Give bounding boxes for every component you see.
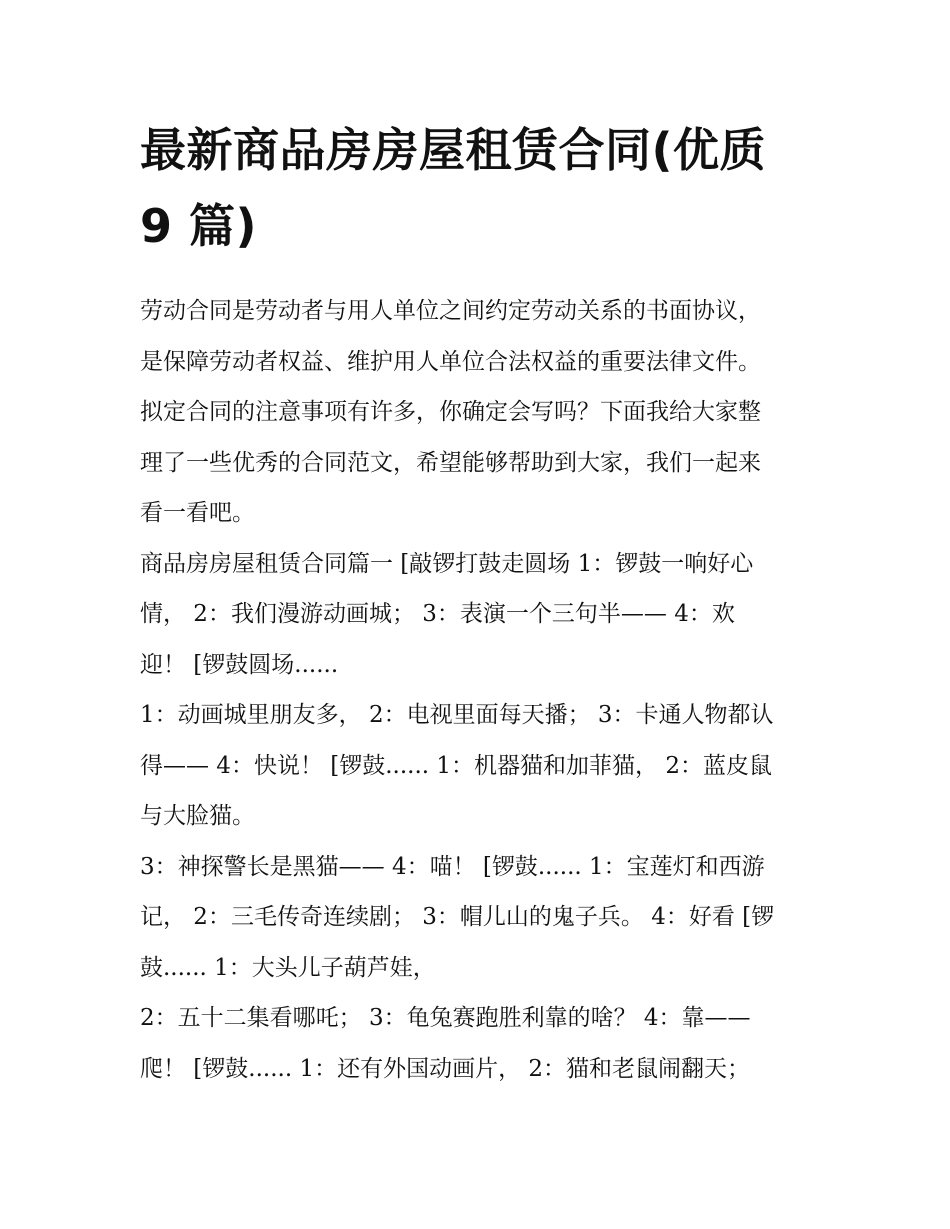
text-line: 得—— 4：快说！ [锣鼓...... 1：机器猫和加菲猫， 2：蓝皮鼠 [140,752,772,779]
text-line: 迎！ [锣鼓圆场...... [140,651,339,678]
text-line: 2：五十二集看哪吒； 3：龟兔赛跑胜利靠的啥？ 4：靠—— [140,1005,751,1031]
paragraph-section-1 [140,539,830,691]
paragraph-intro [140,286,830,539]
document-page [140,112,830,1094]
text-line: 1：动画城里朋友多， 2：电视里面每天播； 3：卡通人物都认 [140,702,774,728]
text-line: 是保障劳动者权益、维护用人单位合法权益的重要法律文件。 [140,348,761,375]
text-line: 鼓...... 1：大头儿子葫芦娃， [140,954,436,981]
title-line-1: 最新商品房房屋租赁合同(优质 [140,123,767,177]
text-line: 爬！ [锣鼓...... 1：还有外国动画片， 2：猫和老鼠闹翻天； [140,1055,751,1082]
document-title [140,112,830,264]
text-line: 看一看吧。 [140,500,255,526]
text-line: 拟定合同的注意事项有许多，你确定会写吗？下面我给大家整 [140,399,761,425]
text-line: 记， 2：三毛传奇连续剧； 3：帽儿山的鬼子兵。 4：好看 [锣 [140,904,775,930]
text-line: 与大脸猫。 [140,803,255,829]
text-line: 3：神探警长是黑猫—— 4：喵！ [锣鼓...... 1：宝莲灯和西游 [140,853,765,880]
title-line-2: 9 篇) [140,199,258,253]
paragraph-section-2 [140,690,830,842]
text-line: 商品房房屋租赁合同篇一 [敲锣打鼓走圆场 1：锣鼓一响好心 [140,550,754,577]
text-line: 理了一些优秀的合同范文，希望能够帮助到大家，我们一起来 [140,449,761,476]
text-line: 情， 2：我们漫游动画城； 3：表演一个三句半—— 4：欢 [140,601,735,627]
paragraph-section-3 [140,842,830,994]
paragraph-section-4 [140,993,830,1094]
text-line: 劳动合同是劳动者与用人单位之间约定劳动关系的书面协议， [140,298,761,324]
